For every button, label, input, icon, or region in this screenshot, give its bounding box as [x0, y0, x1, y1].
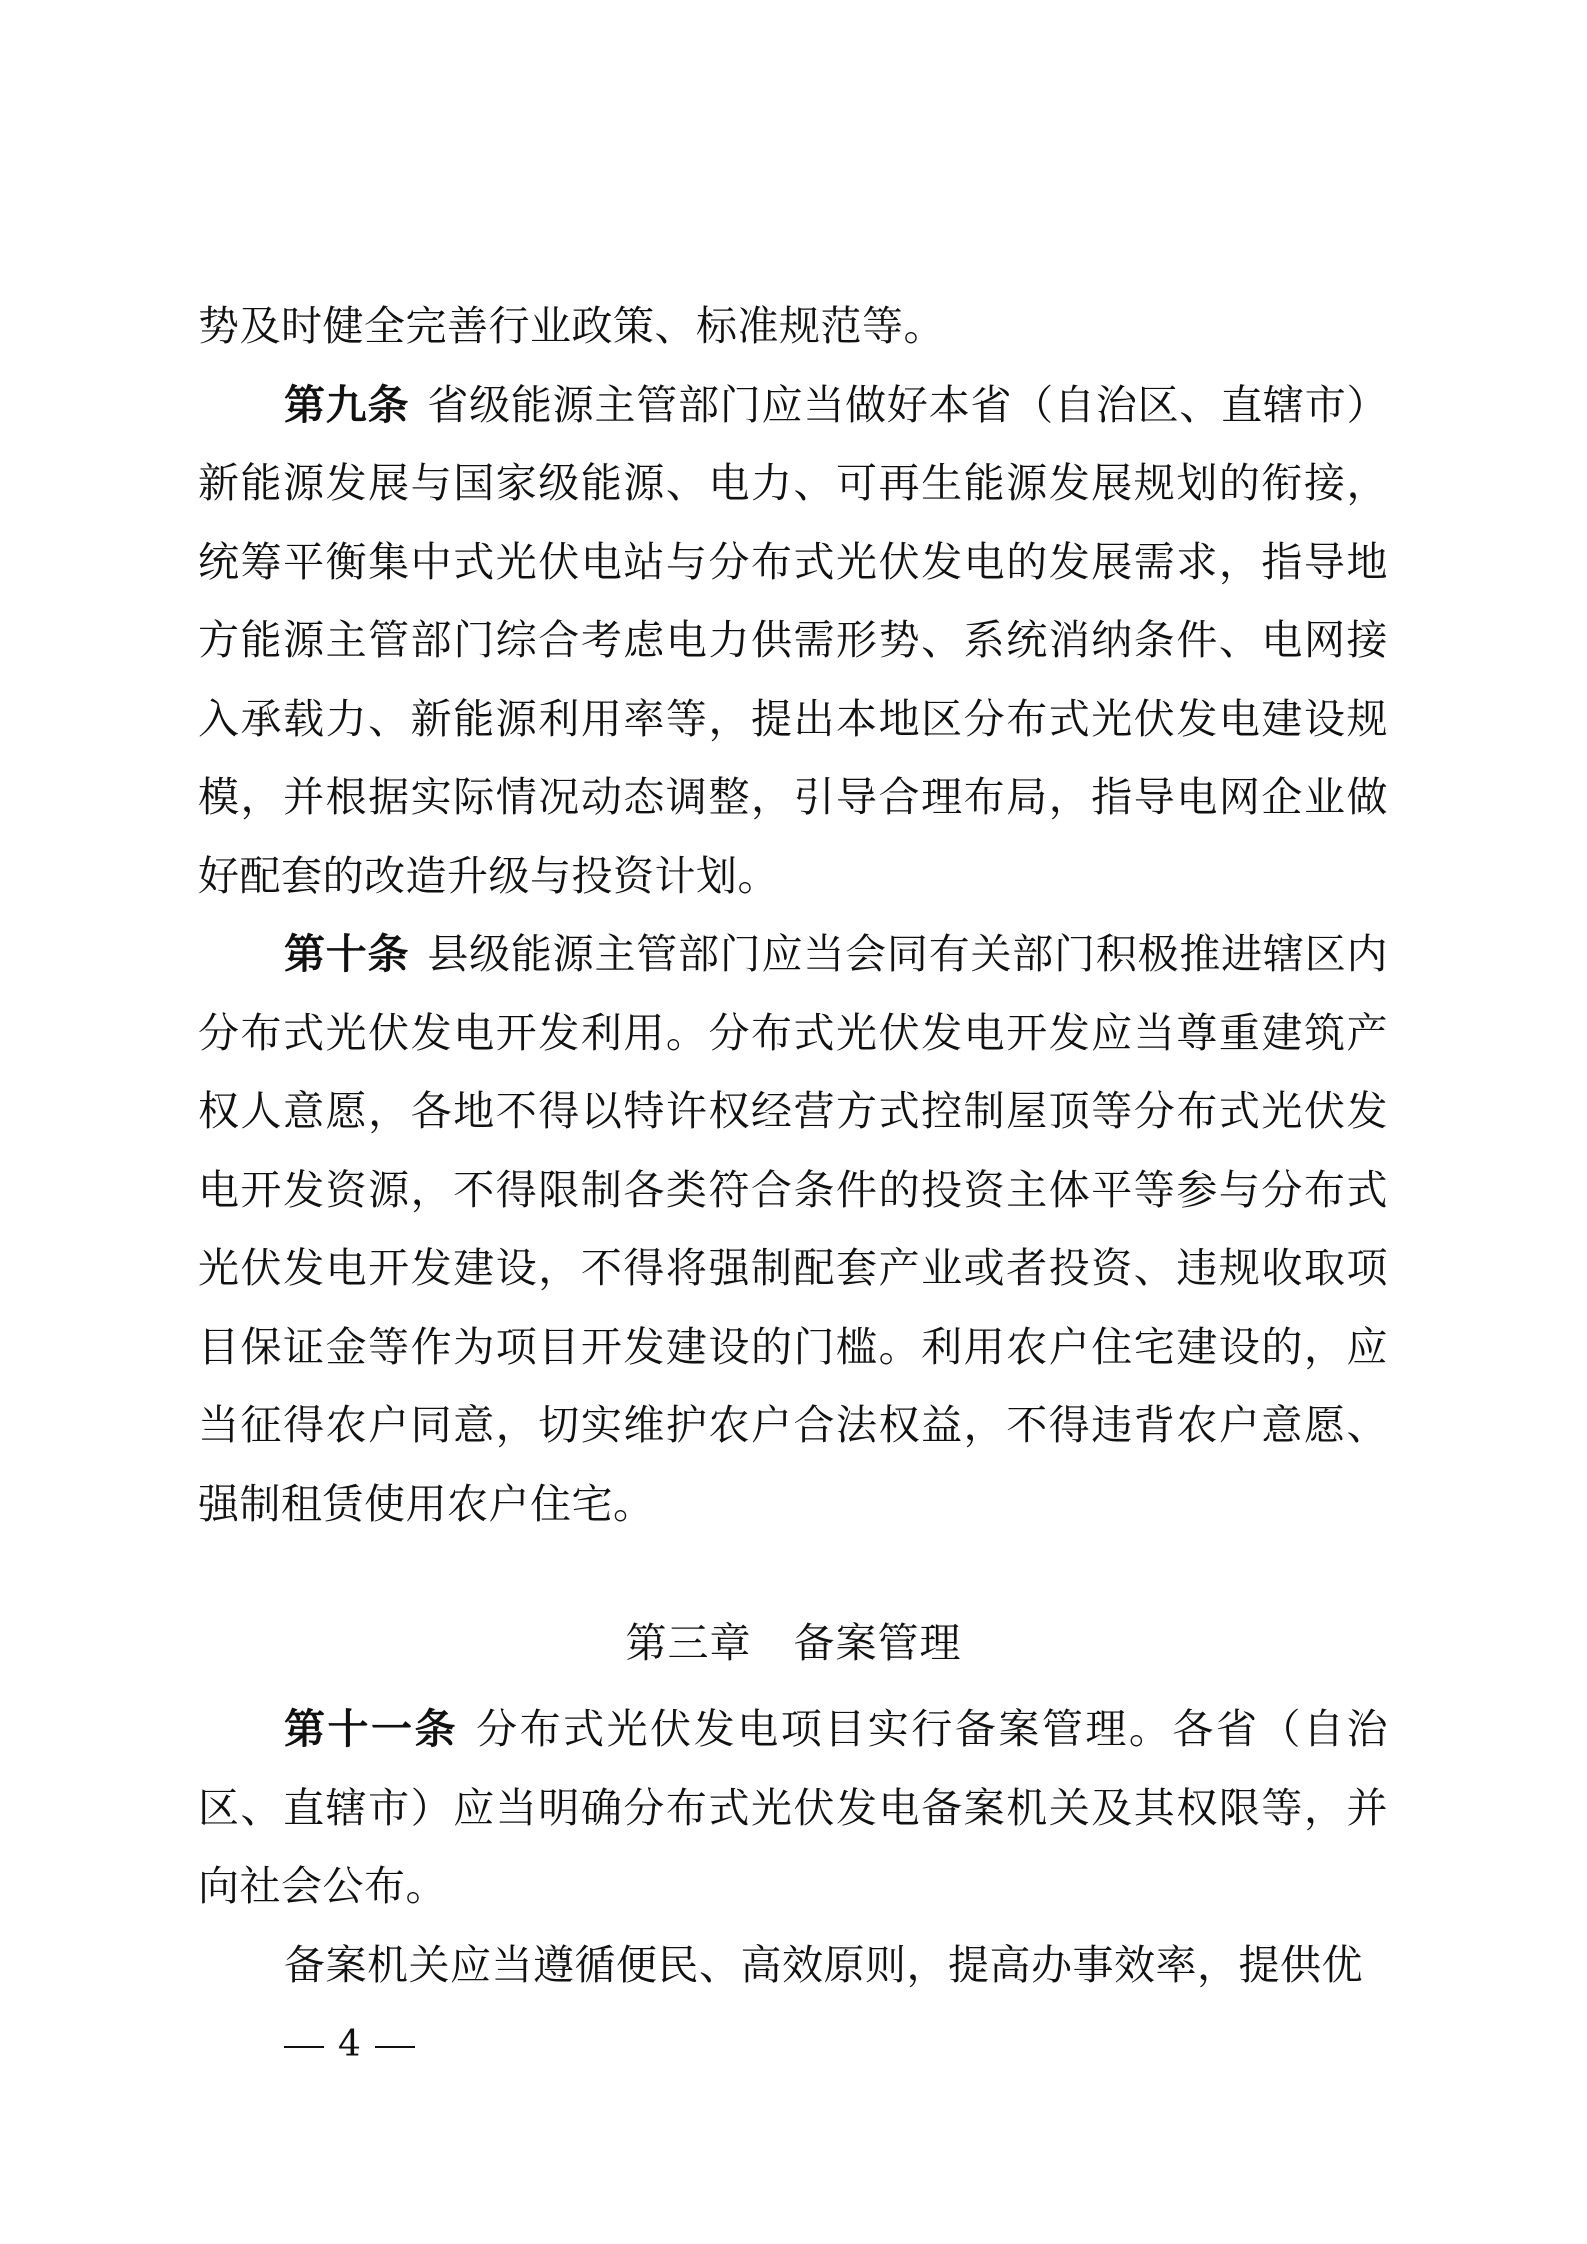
body-text-lower	[198, 1690, 1388, 2004]
article-11-paragraph	[198, 1690, 1388, 1926]
continued-paragraph: 势及时健全完善行业政策、标准规范等。	[198, 302, 945, 350]
page-number-value: 4	[338, 2024, 361, 2065]
body-text-upper	[198, 287, 1388, 1543]
article-9-paragraph	[198, 366, 1388, 916]
article-10-text: 县级能源主管部门应当会同有关部门积极推进辖区内分布式光伏发电开发利用。分布式光伏发电开发应当尊重建筑产权人意愿，各地不得以特许权经营方式控制屋顶等分布式光伏发电开发资源，不得限制各类符合条件的投资主体平等参与分布式光伏发电开发建设，不得将强制配套产业或者投资、违规收取项目保证金等作为项目开发建设的门槛。利用农户住宅建设的，应当征得农户同意，切实维护农户合法权益，不得违背农户意愿、强制租赁使用农户住宅。	[198, 930, 1389, 1528]
page-number	[270, 2020, 429, 2070]
chapter-3-title: 第三章 备案管理	[625, 1619, 962, 1667]
article-9-text: 省级能源主管部门应当做好本省（自治区、直辖市）新能源发展与国家级能源、电力、可再生能源发展规划的衔接，统筹平衡集中式光伏电站与分布式光伏发电的发展需求，指导地方能源主管部门综合考虑电力供需形势、系统消纳条件、电网接入承载力、新能源利用率等，提出本地区分布式光伏发电建设规模，并根据实际情况动态调整，引导合理布局，指导电网企业做好配套的改造升级与投资计划。	[198, 380, 1389, 900]
page-number-left-dash	[284, 2046, 324, 2048]
article-10-paragraph	[198, 915, 1388, 1543]
page-number-right-dash	[375, 2046, 415, 2048]
article-11-paragraph-2: 备案机关应当遵循便民、高效原则，提高办事效率，提供优	[284, 1940, 1363, 1989]
article-11-number: 第十一条	[284, 1705, 459, 1753]
article-10-number: 第十条	[284, 930, 410, 978]
article-11-text: 分布式光伏发电项目实行备案管理。各省（自治区、直辖市）应当明确分布式光伏发电备案机关及其权限等，并向社会公布。	[198, 1705, 1389, 1910]
article-9-number: 第九条	[284, 380, 410, 429]
